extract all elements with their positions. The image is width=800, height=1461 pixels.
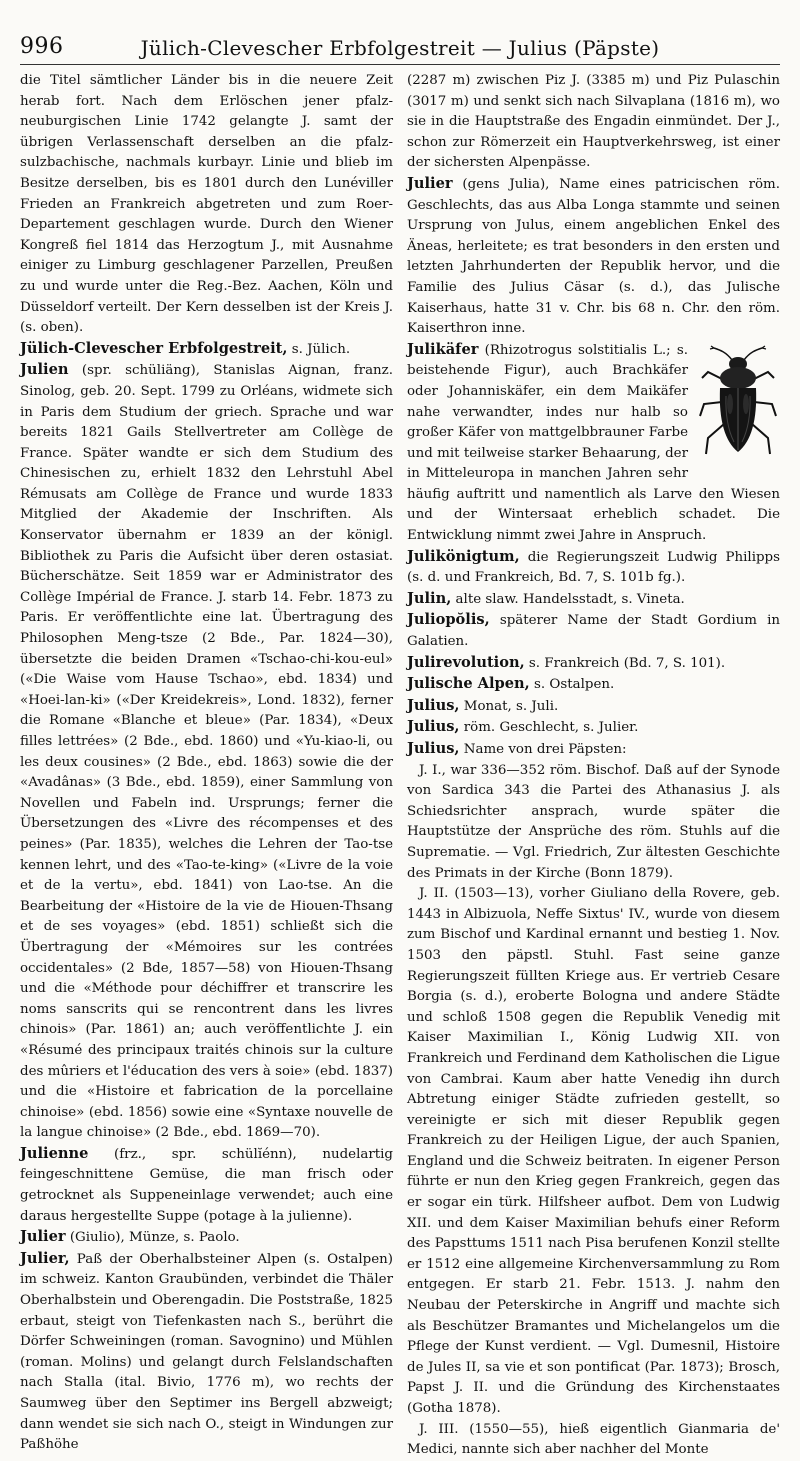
dictionary-entry <box>407 547 780 589</box>
entry-headword: Jülich-Clevescher Erbfolgestreit, <box>20 339 288 357</box>
dictionary-entry <box>20 1227 393 1249</box>
left-column <box>20 71 393 1453</box>
dictionary-entry <box>407 589 780 611</box>
entry-text: (gens Julia), Name eines patricischen röm. Geschlechts, das aus Alba Longa stammte und seinen Ursprung von Julus, einem angeblichen Enkel des Äneas, herleitete; es trat besonders in den ersten und letzten Jahrhunderten der Republik hervor, und die Familie des Julius Cäsar (s. d.), das Julische Kaiserhaus, hatte 31 v. Chr. bis 68 n. Chr. den röm. Kaiserthron inne. <box>407 176 780 337</box>
entry-text: die Regierungszeit Ludwig Philipps (s. d. und Frankreich, Bd. 7, S. 101b fg.). <box>407 549 780 586</box>
entry-headword: Julirevolution, <box>407 653 525 671</box>
dictionary-entry <box>20 1249 393 1456</box>
right-column <box>407 71 780 1458</box>
entry-text: (spr. schüliäng), Stanislas Aignan, franz. Sinolog, geb. 20. Sept. 1799 zu Orléans, widmete sich in Paris dem Studium der griech. Sprache und war bereits 1821 Gails Stellvertreter am Collège de France. Später wandte er sich dem Studium des Chinesischen zu, erhielt 1832 den Lehrstuhl Abel Rémusats am Collège de France und wurde 1833 Mitglied der Akademie der Inschriften. Als Konservator übernahm er 1839 an der königl. Bibliothek zu Paris die Aufsicht über deren ostasiat. Bücherschätze. Seit 1859 war er Administrator des Collège Impérial de France. J. starb 14. Febr. 1873 zu Paris. Er veröffentlichte eine lat. Übertragung des Philosophen Meng-tsze (2 Bde., Par. 1824—30), übersetzte die beiden Dramen «Tschao-chi-kou-eul» («Die Waise vom Hause Tschao», ebd. 1834) und «Hoei-lan-ki» («Der Kreidekreis», Lond. 1832), ferner die Romane «Blanche et bleue» (Par. 1834), «Deux filles lettrées» (2 Bde., ebd. 1860) und «Yu-kiao-li, ou les deux cousines» (2 Bde., ebd. 1863) sowie die der «Avadânas» (3 Bde., ebd. 1859), einer Sammlung von Novellen und Fabeln ind. Ursprungs; ferner die Übersetzungen des «Livre des récompenses et des peines» (Par. 1835), welches die Lehren der Tao-tse kennen lehrt, und des «Tao-te-king» («Livre de la voie et de la vertu», ebd. 1841) von Lao-tse. An die Bearbeitung der «Histoire de la vie de Hiouen-Thsang et de ses voyages» (ebd. 1851) schließt sich die Übertragung der «Mémoires sur les contrées occidentales» (2 Bde, 1857—58) von Hiouen-Thsang und die «Méthode pour déchiffrer et transcrire les noms sanscrits qui se rencontrent dans les livres chinois» (Par. 1861) an; auch veröffentlichte J. ein «Résumé des principaux traités chinois sur la culture des mûriers et l'éducation des vers à soie» (ebd. 1837) und die «Histoire et fabrication de la porcellaine chinoise» (ebd. 1856) sowie eine «Syntaxe nouvelle de la langue chinoise» (2 Bde., ebd. 1869—70). <box>20 363 393 1141</box>
dictionary-entry <box>407 761 780 885</box>
entry-headword: Julikäfer <box>407 340 479 358</box>
entry-text: späterer Name der Stadt Gordium in Galatien. <box>407 613 780 650</box>
entry-headword: Julikönigtum, <box>407 547 520 565</box>
page-number: 996 <box>20 34 64 59</box>
entry-headword: Julier, <box>20 1249 70 1267</box>
entry-text: s. Ostalpen. <box>529 677 615 693</box>
entry-text: J. I., war 336—352 röm. Bischof. Daß auf der Synode von Sardica 343 die Partei des Athanasius J. als Schiedsrichter ansprach, wurde später die Hauptstütze der Ansprüche des röm. Stuhls auf die Suprematie. — Vgl. Friedrich, Zur ältesten Geschichte des Primats in der Kirche (Bonn 1879). <box>407 762 780 881</box>
dictionary-entry <box>407 1420 780 1461</box>
dictionary-entry <box>407 674 780 696</box>
dictionary-entry <box>20 360 393 1144</box>
dictionary-entry <box>407 340 780 547</box>
entry-text: J. III. (1550—55), hieß eigentlich Gianmaria de' Medici, nannte sich aber nachher del Monte <box>407 1421 780 1458</box>
entry-headword: Julische Alpen, <box>407 675 530 693</box>
entry-headword: Julier <box>20 1228 66 1246</box>
entry-text: s. Frankreich (Bd. 7, S. 101). <box>524 655 726 671</box>
dictionary-entry <box>407 174 780 340</box>
entry-headword: Julier <box>407 174 453 192</box>
dictionary-entry <box>20 71 393 339</box>
text-columns <box>20 71 780 1458</box>
entry-headword: Julienne <box>20 1144 89 1162</box>
entry-text: alte slaw. Handelsstadt, s. Vineta. <box>451 591 685 607</box>
dictionary-entry <box>407 71 780 174</box>
entry-headword: Julin, <box>407 589 452 607</box>
entry-headword: Julius, <box>407 740 460 757</box>
entry-text: die Titel sämtlicher Länder bis in die neuere Zeit herab fort. Nach dem Erlöschen jener pfalz-neuburgischen Linie 1742 gelangte J. samt der übrigen Verlassenschaft derselben an die pfalz-sulzbachische, nachmals kurbayr. Linie und blieb im Besitze derselben, bis es 1801 durch den Lunéviller Frieden an Frankreich abgetreten und zum Roer-Departement geschlagen wurde. Durch den Wiener Kongreß fiel 1814 das Herzogtum J., mit Ausnahme einiger zu Limburg geschlagener Parzellen, Preußen zu und wurde unter die Reg.-Bez. Aachen, Köln und Düsseldorf verteilt. Der Kern desselben ist der Kreis J. (s. oben). <box>20 73 393 336</box>
entry-text: (Giulio), Münze, s. Paolo. <box>65 1230 240 1246</box>
entry-text: (Rhizotrogus solstitialis L.; s. beistehende Figur), auch Brachkäfer oder Johanniskäfer, ein dem Maikäfer nahe verwandter, indes nur halb so großer Käfer von mattgelbbrauner Farbe und mit teilweise starker Behaarung, der in Mitteleuropa in manchen Jahren sehr häufig auftritt und namentlich als Larve den Wiesen und der Wintersaat erheblich schadet. Die Entwicklung nimmt zwei Jahre in Anspruch. <box>407 342 780 544</box>
beetle-illustration <box>696 344 780 464</box>
entry-text: röm. Geschlecht, s. Julier. <box>459 720 639 736</box>
entry-text: Paß der Oberhalbsteiner Alpen (s. Ostalpen) im schweiz. Kanton Graubünden, verbindet die Thäler Oberhalbstein und Oberengadin. Die Poststraße, 1825 erbaut, steigt von Tiefenkasten nach S., berührt die Dörfer Schweiningen (roman. Savognino) und Mühlen (roman. Molins) und gelangt durch Felslandschaften nach Stalla (ital. Bivio, 1776 m), wo rechts der Saumweg über den Septimer ins Bergell abzweigt; dann wendet sie sich nach O., steigt in Windungen zur Paßhöhe <box>20 1251 393 1453</box>
running-head: Jülich-Clevescher Erbfolgestreit — Julius (Päpste) <box>140 36 660 60</box>
entry-text: (2287 m) zwischen Piz J. (3385 m) und Piz Pulaschin (3017 m) und senkt sich nach Silvaplana (1816 m), wo sie in die Hauptstraße des Engadin einmündet. Der J., schon zur Römerzeit ein Hauptverkehrsweg, ist einer der sichersten Alpenpässe. <box>407 73 780 171</box>
dictionary-entry <box>407 696 780 718</box>
dictionary-entry <box>20 339 393 361</box>
entry-text: Monat, s. Juli. <box>459 698 559 714</box>
entry-headword: Julien <box>20 361 69 379</box>
dictionary-entry <box>407 739 780 761</box>
entry-text: J. II. (1503—13), vorher Giuliano della Rovere, geb. 1443 in Albizuola, Neffe Sixtus' IV., wurde von diesem zum Bischof und Kardinal ernannt und bestieg 1. Nov. 1503 den päpstl. Stuhl. Fast seine ganze Regierungszeit füllten Kriege aus. Er vertrieb Cesare Borgia (s. d.), eroberte Bologna und andere Städte und schloß 1508 gegen die Republik Venedig mit Kaiser Maximilian I., König Ludwig XII. von Frankreich und Ferdinand dem Katholischen die Ligue von Cambrai. Kaum aber hatte Venedig ihn durch Abtretung einiger Städte zufrieden gestellt, so vereinigte er sich mit dieser Republik gegen Frankreich zu der Heiligen Ligue, der auch Spanien, England und die Schweiz beitraten. In eigener Person führte er nun den Krieg gegen Frankreich, gegen das er sogar ein türk. Hilfsheer aufbot. Dem von Ludwig XII. und dem Kaiser Maximilian behufs einer Reform des Papsttums 1511 nach Pisa berufenen Konzil stellte er 1512 eine allgemeine Kirchenversammlung zu Rom entgegen. Er starb 21. Febr. 1513. J. nahm den Neubau der Peterskirche in Angriff und machte sich als Beschützer Bramantes und Michelangelos um die Pflege der Kunst verdient. — Vgl. Dumesnil, Histoire de Jules II, sa vie et son pontificat (Par. 1873); Brosch, Papst J. II. und die Gründung des Kirchenstaates (Gotha 1878). <box>407 886 780 1416</box>
entry-headword: Julius, <box>407 718 460 736</box>
entry-headword: Julius, <box>407 696 460 714</box>
entry-text: (frz., spr. schülĭénn), nudelartig feingeschnittene Gemüse, die man frisch oder getrocknet als Suppeneinlage verwendet; auch eine daraus hergestellte Suppe (potage à la julienne). <box>20 1146 393 1224</box>
dictionary-entry <box>20 1144 393 1227</box>
entry-text: s. Jülich. <box>287 341 351 357</box>
dictionary-entry <box>407 717 780 739</box>
dictionary-entry <box>407 610 780 652</box>
entry-text: Name von drei Päpsten: <box>459 742 627 757</box>
dictionary-entry <box>407 653 780 675</box>
dictionary-entry <box>407 884 780 1419</box>
page-header <box>20 30 780 65</box>
entry-headword: Juliopŏlis, <box>407 611 490 629</box>
